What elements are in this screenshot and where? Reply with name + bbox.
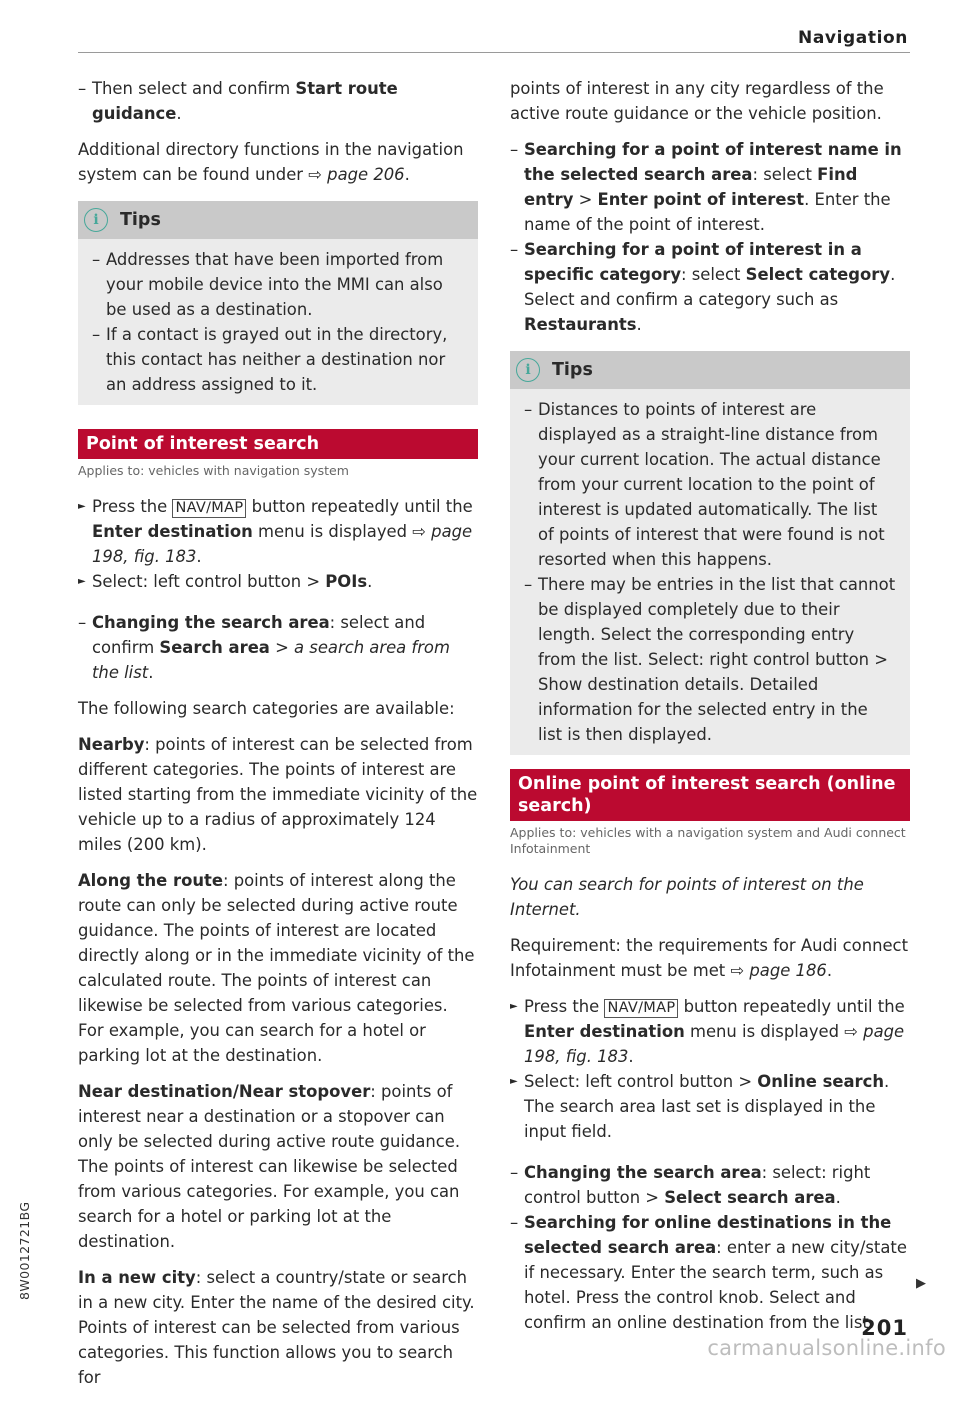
tips-header	[510, 351, 910, 389]
page-reference-link[interactable]: ⇨ page 186	[730, 961, 827, 980]
page-number: 201	[861, 1316, 908, 1340]
section-intro: You can search for points of interest on the Internet.	[510, 875, 864, 919]
tip-item: – Addresses that have been imported from your mobile device into the MMI can also be used as a destination.	[92, 247, 464, 322]
tip-item: – There may be entries in the list that cannot be displayed completely due to their length. Select the corresponding entry from the list. Select: right control button > Show destination details. Detailed information for the selected entry in the list is then displayed.	[524, 572, 896, 747]
continue-arrow-icon: ▶	[916, 1276, 926, 1291]
page-reference-link[interactable]: ⇨ page 198, fig. 183	[524, 1022, 905, 1066]
page-reference-link[interactable]: ⇨ page 198, fig. 183	[92, 522, 473, 566]
tips-title: Tips	[120, 209, 161, 230]
online-destination-search-item: – Searching for online destinations in the selected search area: enter a new city/state if necessary. Enter the search term, such as hotel. Press the control knob. Select and confirm an online destination from the list.	[510, 1210, 910, 1335]
instruction-step: ► Select: left control button > POIs.	[78, 569, 478, 594]
tips-title: Tips	[552, 359, 593, 380]
search-by-category-item: – Searching for a point of interest in a specific category: select Select category. Select and confirm a category such as Restaurants.	[510, 237, 910, 337]
nav-map-key: NAV/MAP	[172, 499, 246, 518]
continued-paragraph: points of interest in any city regardless of the active route guidance or the vehicle position.	[510, 79, 884, 123]
instruction-step: ► Press the NAV/MAP button repeatedly until the Enter destination menu is displayed ⇨ page 198, fig. 183.	[510, 994, 910, 1069]
watermark: carmanualsonline.info	[707, 1336, 946, 1360]
tip-item: – Distances to points of interest are displayed as a straight-line distance from your current location. The actual distance from your current location to the point of interest is updated automatically. The list of points of interest that were found is not resorted when this happens.	[524, 397, 896, 572]
header-divider	[78, 52, 910, 53]
page-reference-link[interactable]: ⇨ page 206	[308, 165, 405, 184]
document-code: 8W0012721BG	[17, 1201, 32, 1300]
info-icon: i	[516, 358, 540, 382]
section-heading-poi-search: Point of interest search	[78, 429, 478, 459]
instruction-step: ► Select: left control button > Online search. The search area last set is displayed in the input field.	[510, 1069, 910, 1144]
category-near-destination: Near destination/Near stopover: points of interest near a destination or a stopover can only be selected during active route guidance. The points of interest can likewise be selected from various categories. For example, you can search for a hotel or parking lot at the destination.	[78, 1082, 461, 1251]
category-new-city: In a new city: select a country/state or search in a new city. Enter the name of the desired city. Points of interest can be selected from various categories. This function allows you to search for	[78, 1268, 475, 1387]
category-nearby: Nearby: points of interest can be selected from different categories. The points of interest are listed starting from the immediate vicinity of the vehicle up to a radius of approximately 124 miles (200 km).	[78, 735, 478, 854]
instruction-step: ► Press the NAV/MAP button repeatedly until the Enter destination menu is displayed ⇨ page 198, fig. 183.	[78, 494, 478, 569]
section-title: Navigation	[798, 28, 908, 48]
requirement-paragraph: Requirement: the requirements for Audi connect Infotainment must be met ⇨ page 186.	[510, 936, 908, 980]
nav-map-key: NAV/MAP	[604, 999, 678, 1018]
applies-to-note: Applies to: vehicles with a navigation system and Audi connect Infotainment	[510, 825, 906, 856]
tip-item: – If a contact is grayed out in the directory, this contact has neither a destination nor an address assigned to it.	[92, 322, 464, 397]
search-by-name-item: – Searching for a point of interest name in the selected search area: select Find entry > Enter point of interest. Enter the name of the point of interest.	[510, 137, 910, 237]
tips-box	[510, 351, 910, 755]
tips-box	[78, 201, 478, 405]
section-heading-online-search: Online point of interest search (online search)	[510, 769, 910, 821]
change-search-area-item: – Changing the search area: select: right control button > Select search area.	[510, 1160, 910, 1210]
directory-paragraph: Additional directory functions in the navigation system can be found under ⇨ page 206.	[78, 140, 464, 184]
right-column	[510, 76, 910, 1335]
left-column	[78, 76, 478, 1401]
info-icon: i	[84, 208, 108, 232]
category-along-route: Along the route: points of interest along the route can only be selected during active route guidance. The points of interest are located directly along or in the immediate vicinity of the calculated route. The points of interest can likewise be selected from various categories. For example, you can search for a hotel or parking lot at the destination.	[78, 871, 475, 1065]
applies-to-note: Applies to: vehicles with navigation system	[78, 463, 349, 478]
change-search-area-item: – Changing the search area: select and confirm Search area > a search area from the list.	[78, 610, 478, 685]
step-start-route: – Then select and confirm Start route guidance.	[78, 76, 478, 126]
tips-header	[78, 201, 478, 239]
categories-intro: The following search categories are available:	[78, 699, 455, 718]
